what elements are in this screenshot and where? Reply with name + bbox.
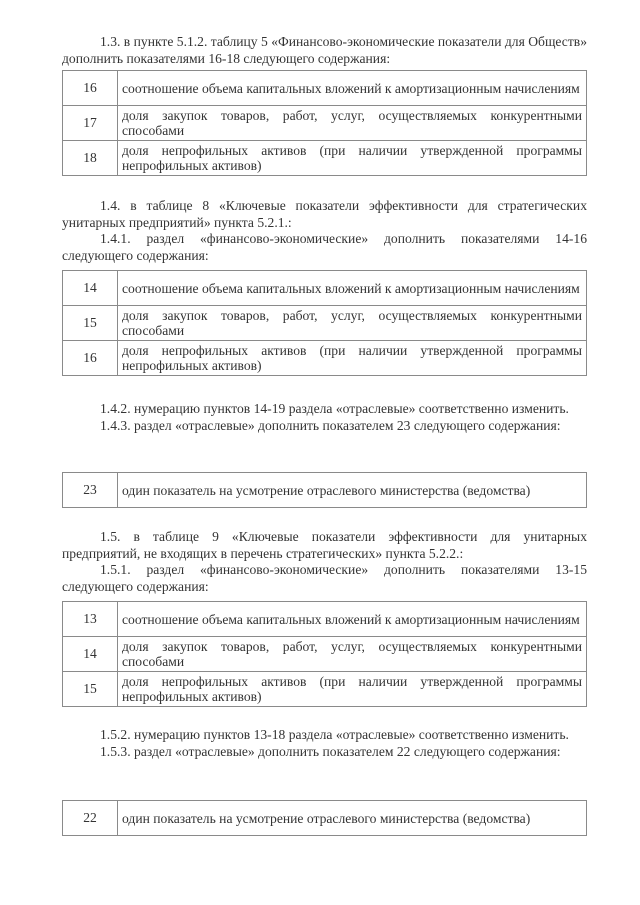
row-number: 17 [63,106,118,141]
row-number: 15 [63,672,118,707]
paragraph-1-4-1: 1.4.1. раздел «финансово-экономические» дополнить показателями 14-16 следующего содержания: [62,231,587,263]
paragraph-1-5: 1.5. в таблице 9 «Ключевые показатели эффективности для унитарных предприятий, не входящих в перечень стратегических» пункта 5.2.2.: [62,529,587,561]
row-text: доля закупок товаров, работ, услуг, осуществляемых конкурентными способами [118,306,587,341]
table-row [63,71,587,106]
row-number: 16 [63,341,118,376]
row-number: 23 [63,473,118,508]
table-1-5-3 [62,800,587,836]
row-text: соотношение объема капитальных вложений к амортизационным начислениям [118,71,587,106]
paragraph-1-4-2: 1.4.2. нумерацию пунктов 14-19 раздела «отраслевые» соответственно изменить. [100,401,569,416]
row-number: 16 [63,71,118,106]
row-text: один показатель на усмотрение отраслевого министерства (ведомства) [118,801,587,836]
table-row [63,341,587,376]
paragraph-1-3: 1.3. в пункте 5.1.2. таблицу 5 «Финансово-экономические показатели для Обществ» дополнить показателями 16-18 следующего содержания: [62,34,587,66]
row-text: один показатель на усмотрение отраслевого министерства (ведомства) [118,473,587,508]
table-row [63,141,587,176]
row-text: доля закупок товаров, работ, услуг, осуществляемых конкурентными способами [118,637,587,672]
table-row [63,271,587,306]
section-1-5 [62,529,587,595]
section-1-3 [62,34,587,67]
row-text: доля непрофильных активов (при наличии утвержденной программы непрофильных активов) [118,141,587,176]
row-text: доля закупок товаров, работ, услуг, осуществляемых конкурентными способами [118,106,587,141]
table-1-5 [62,601,587,707]
paragraph-1-5-2: 1.5.2. нумерацию пунктов 13-18 раздела «отраслевые» соответственно изменить. [100,727,569,742]
row-number: 15 [63,306,118,341]
row-number: 22 [63,801,118,836]
paragraph-1-5-1: 1.5.1. раздел «финансово-экономические» дополнить показателями 13-15 следующего содержания: [62,562,587,594]
table-row [63,672,587,707]
paragraph-1-5-3: 1.5.3. раздел «отраслевые» дополнить показателем 22 следующего содержания: [100,743,561,759]
table-row [63,306,587,341]
table-row [63,106,587,141]
paragraph-1-4-3: 1.4.3. раздел «отраслевые» дополнить показателем 23 следующего содержания: [100,417,561,433]
row-number: 14 [63,637,118,672]
row-number: 13 [63,602,118,637]
table-row [63,473,587,508]
section-1-5-2 [62,727,587,760]
row-text: доля непрофильных активов (при наличии утвержденной программы непрофильных активов) [118,341,587,376]
section-1-4-2 [62,401,587,434]
table-row [63,637,587,672]
table-row [63,801,587,836]
table-1-4-3 [62,472,587,508]
row-text: соотношение объема капитальных вложений к амортизационным начислениям [118,271,587,306]
table-1-4 [62,270,587,376]
row-text: доля непрофильных активов (при наличии утвержденной программы непрофильных активов) [118,672,587,707]
row-text: соотношение объема капитальных вложений к амортизационным начислениям [118,602,587,637]
table-1-3 [62,70,587,176]
paragraph-1-4: 1.4. в таблице 8 «Ключевые показатели эффективности для стратегических унитарных предприятий» пункта 5.2.1.: [62,198,587,230]
row-number: 18 [63,141,118,176]
row-number: 14 [63,271,118,306]
section-1-4 [62,198,587,264]
table-row [63,602,587,637]
